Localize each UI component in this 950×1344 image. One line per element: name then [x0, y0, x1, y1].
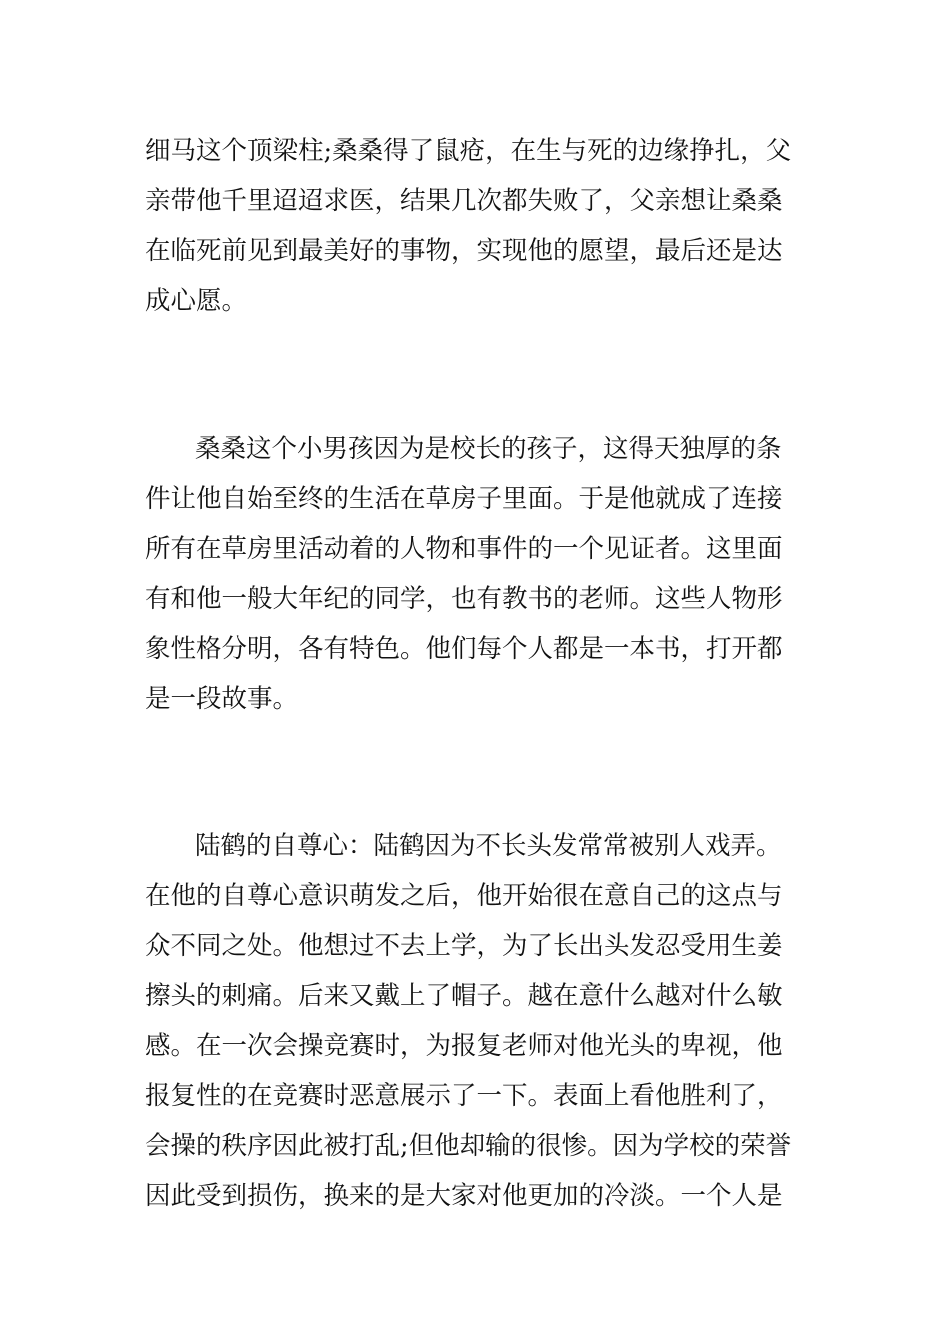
- paragraph-3: [145, 821, 810, 1221]
- text-line: 会操的秩序因此被打乱;但他却输的很惨。因为学校的荣誉: [145, 1131, 792, 1161]
- text-line: 在临死前见到最美好的事物，实现他的愿望，最后还是达: [145, 236, 783, 266]
- text-line: 是一段故事。: [145, 684, 299, 714]
- text-line: 在他的自尊心意识萌发之后，他开始很在意自己的这点与: [145, 881, 783, 911]
- text-line: 细马这个顶梁柱;桑桑得了鼠疮，在生与死的边缘挣扎，父: [145, 136, 792, 166]
- text-line: 有和他一般大年纪的同学，也有教书的老师。这些人物形: [145, 584, 783, 614]
- text-line: 象性格分明，各有特色。他们每个人都是一本书，打开都: [145, 634, 783, 664]
- text-line: 因此受到损伤，换来的是大家对他更加的冷淡。一个人是: [145, 1181, 783, 1211]
- text-line: 所有在草房里活动着的人物和事件的一个见证者。这里面: [145, 534, 783, 564]
- paragraph-1: [145, 126, 810, 326]
- text-line-indented: 桑桑这个小男孩因为是校长的孩子，这得天独厚的条: [195, 434, 782, 464]
- text-line: 成心愿。: [145, 286, 248, 316]
- text-line: 件让他自始至终的生活在草房子里面。于是他就成了连接: [145, 484, 783, 514]
- text-line: 感。在一次会操竞赛时，为报复老师对他光头的卑视，他: [145, 1031, 783, 1061]
- text-line-indented: 陆鹤的自尊心：陆鹤因为不长头发常常被别人戏弄。: [195, 831, 782, 861]
- text-line: 报复性的在竞赛时恶意展示了一下。表面上看他胜利了，: [145, 1081, 783, 1111]
- text-line: 亲带他千里迢迢求医，结果几次都失败了，父亲想让桑桑: [145, 186, 783, 216]
- paragraph-2: [145, 424, 810, 724]
- text-line: 擦头的刺痛。后来又戴上了帽子。越在意什么越对什么敏: [145, 981, 783, 1011]
- text-line: 众不同之处。他想过不去上学，为了长出头发忍受用生姜: [145, 931, 783, 961]
